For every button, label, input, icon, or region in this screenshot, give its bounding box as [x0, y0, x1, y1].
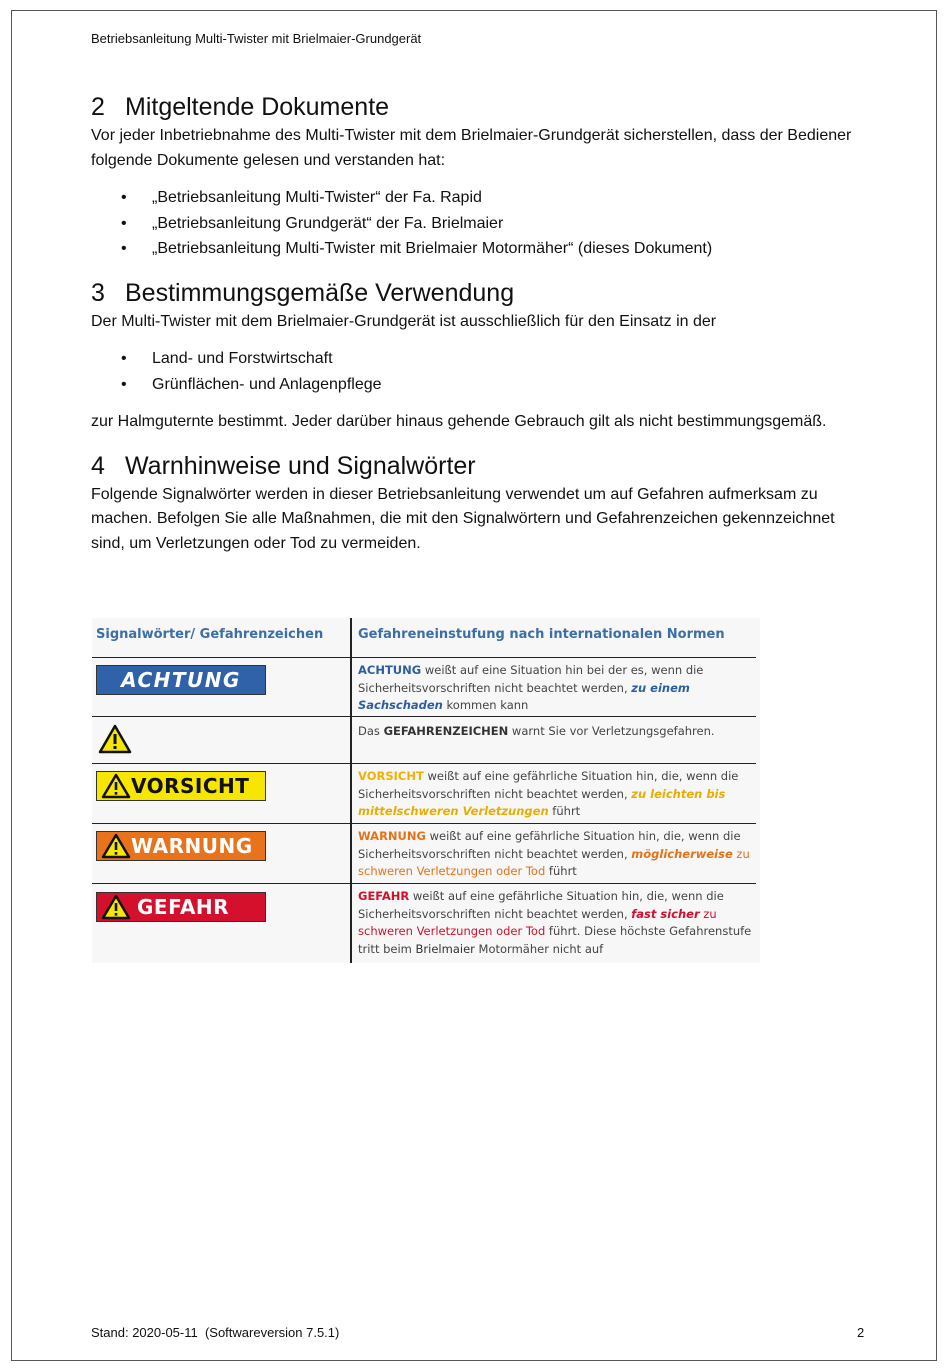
running-header: Betriebsanleitung Multi-Twister mit Brielmaier-Grundgerät — [91, 31, 422, 46]
bullet-list — [91, 346, 861, 397]
warning-triangle-icon — [98, 724, 132, 754]
vorsicht-badge: VORSICHT — [96, 771, 266, 801]
table-header-signal-words: Signalwörter/ Gefahrenzeichen — [96, 627, 324, 642]
list-item: • Grünflächen- und Anlagenpflege — [91, 372, 861, 398]
row-divider — [92, 883, 756, 884]
list-item: • Land- und Forstwirtschaft — [91, 346, 861, 372]
page-body — [91, 90, 861, 556]
gefahr-badge: GEFAHR — [96, 892, 266, 922]
section-paragraph: zur Halmguternte bestimmt. Jeder darüber hinaus gehende Gebrauch gilt als nicht bestimmungsgemäß. — [91, 413, 827, 430]
row-divider — [92, 763, 756, 764]
row-divider — [92, 823, 756, 824]
warning-triangle-icon — [101, 894, 131, 920]
section-paragraph: Vor jeder Inbetriebnahme des Multi-Twister mit dem Brielmaier-Grundgerät sicherstellen, dass der Bediener folgende Dokumente gelesen und verstanden hat: — [91, 127, 852, 169]
column-divider — [350, 618, 352, 963]
warnung-badge: WARNUNG — [96, 831, 266, 861]
footer-version: Stand: 2020-05-11 (Softwareversion 7.5.1) — [91, 1325, 340, 1340]
row-divider — [92, 657, 756, 658]
table-row: GEFAHR weißt auf eine gefährliche Situation hin, die, wenn die Sicherheitsvorschriften nicht beachtet werden, fast sicher zu schweren Verletzungen oder Tod führt. Diese höchste Gefahrenstufe tritt beim Brielmaier Motormäher nicht auf — [358, 889, 752, 956]
table-row: WARNUNG weißt auf eine gefährliche Situation hin, die, wenn die Sicherheitsvorschriften nicht beachtet werden, möglicherweise zu schweren Verletzungen oder Tod führt — [358, 829, 750, 878]
section-heading: 2 Mitgeltende Dokumente — [91, 93, 390, 121]
section-heading: 4 Warnhinweise und Signalwörter — [91, 451, 476, 480]
list-item: • „Betriebsanleitung Multi-Twister“ der Fa. Rapid — [91, 185, 861, 211]
table-row: Das GEFAHRENZEICHEN warnt Sie vor Verletzungsgefahren. — [358, 724, 715, 738]
list-item: • „Betriebsanleitung Multi-Twister mit Brielmaier Motormäher“ (dieses Dokument) — [91, 236, 861, 262]
section-paragraph: Der Multi-Twister mit dem Brielmaier-Grundgerät ist ausschließlich für den Einsatz in der — [91, 312, 717, 330]
list-item: • „Betriebsanleitung Grundgerät“ der Fa. Brielmaier — [91, 211, 861, 237]
table-header-classification: Gefahreneinstufung nach internationalen Normen — [358, 627, 725, 642]
table-row: ACHTUNG weißt auf eine Situation hin bei der es, wenn die Sicherheitsvorschriften nicht beachtet werden, zu einem Sachschaden kommen kann — [358, 663, 704, 712]
warning-triangle-icon — [101, 833, 131, 859]
section-paragraph: Folgende Signalwörter werden in dieser Betriebsanleitung verwendet um auf Gefahren aufmerksam zu machen. Befolgen Sie alle Maßnahmen, die mit den Signalwörtern und Gefahrenzeichen gekennzeichnet sind, um Verletzungen oder Tod zu vermeiden. — [91, 485, 835, 552]
table-row: VORSICHT weißt auf eine gefährliche Situation hin, die, wenn die Sicherheitsvorschriften nicht beachtet werden, zu leichten bis mittelschweren Verletzungen führt — [358, 769, 739, 818]
row-divider — [92, 716, 756, 717]
achtung-badge: ACHTUNG — [96, 665, 266, 695]
bullet-list — [91, 185, 861, 262]
section-heading: 3 Bestimmungsgemäße Verwendung — [91, 278, 515, 307]
warning-triangle-icon — [101, 773, 131, 799]
signal-word-table — [92, 618, 760, 963]
page-number: 2 — [857, 1325, 865, 1340]
